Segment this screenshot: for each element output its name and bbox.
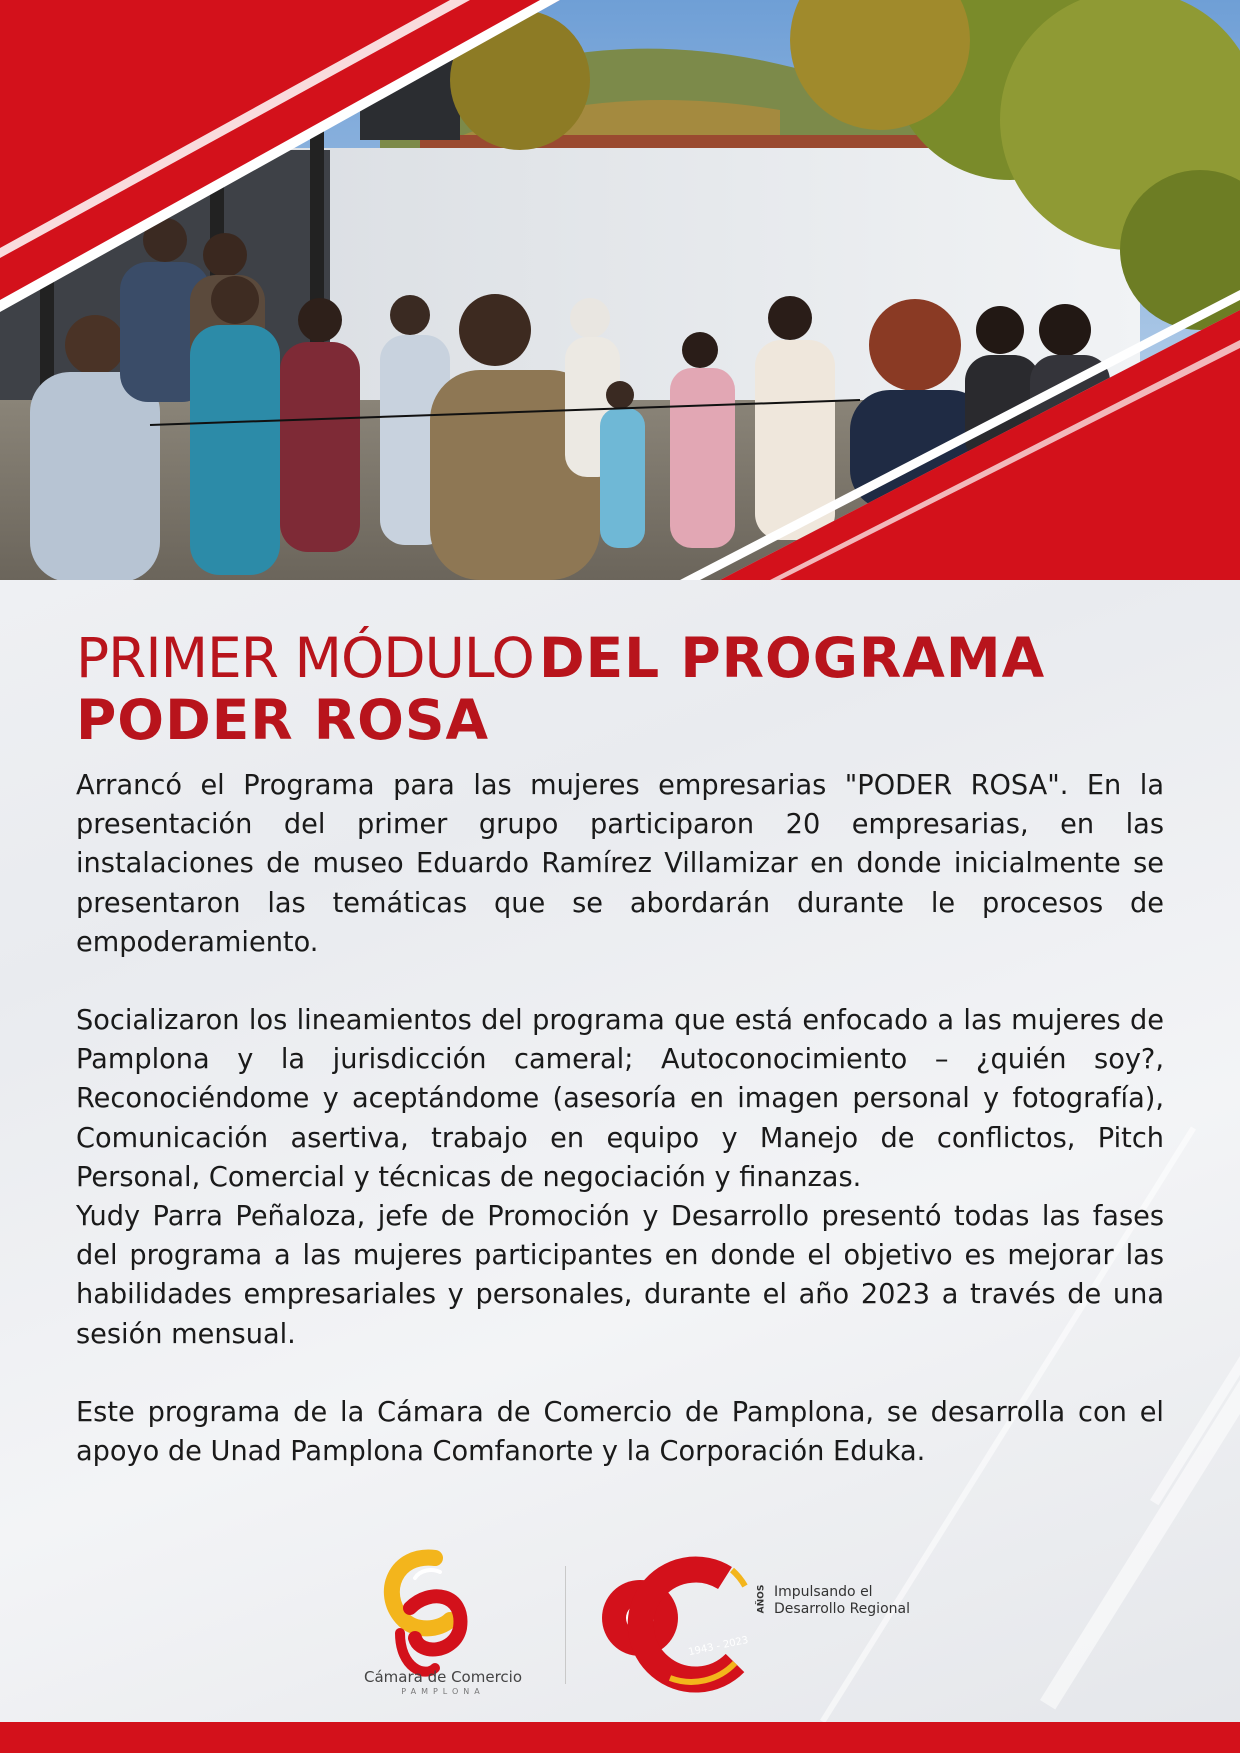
paragraph-topics: Socializaron los lineamientos del programa que está enfocado a las mujeres de Pamplona y la jurisdicción cameral; Autoconocimiento – ¿quién soy?, Reconociéndome y aceptándome (asesoría en imagen personal y fotografía), Comunicación asertiva, trabajo en equipo y Manejo de conflictos, Pitch Personal, Comercial y técnicas de negociación y finanzas. [76, 1005, 1164, 1193]
anniversary-unit: AÑOS [756, 1584, 767, 1614]
tagline-line-1: Impulsando el [774, 1584, 873, 1600]
tagline-line-2: Desarrollo Regional [774, 1601, 910, 1617]
title-light-part: PRIMER MÓDULO [76, 626, 534, 690]
paragraph-presenter: Yudy Parra Peñaloza, jefe de Promoción y Desarrollo presentó todas las fases del programa a las mujeres participantes en donde el objetivo es mejorar las habilidades empresariales y personales, durante el año 2023 a través de una sesión mensual. [76, 1201, 1164, 1350]
title-second-line: PODER ROSA [76, 687, 490, 752]
page-title [76, 628, 1176, 751]
logo-divider [565, 1566, 566, 1684]
title-bold-part: DEL PROGRAMA [538, 626, 1046, 690]
anniversary-80-logo [602, 1570, 745, 1682]
ccp-logo-name: Cámara de Comercio [363, 1668, 523, 1686]
ccp-logo-mark [392, 1558, 461, 1672]
header-photo [0, 0, 1240, 580]
footer-red-bar [0, 1722, 1240, 1753]
paragraph-intro: Arrancó el Programa para las mujeres empresarias "PODER ROSA". En la presentación del primer grupo participaron 20 empresarias, en las instalaciones de museo Eduardo Ramírez Villamizar en donde inicialmente se presentaron las temáticas que se abordarán durante le procesos de empoderamiento. [76, 770, 1164, 958]
article-body [76, 766, 1164, 1471]
ccp-logo-city: PAMPLONA [401, 1687, 485, 1696]
paragraph-support: Este programa de la Cámara de Comercio de Pamplona, se desarrolla con el apoyo de Unad Pamplona Comfanorte y la Corporación Eduka. [76, 1396, 1164, 1468]
anniversary-years: 1943 - 2023 [687, 1634, 750, 1659]
group-photo-illustration [0, 0, 1240, 580]
